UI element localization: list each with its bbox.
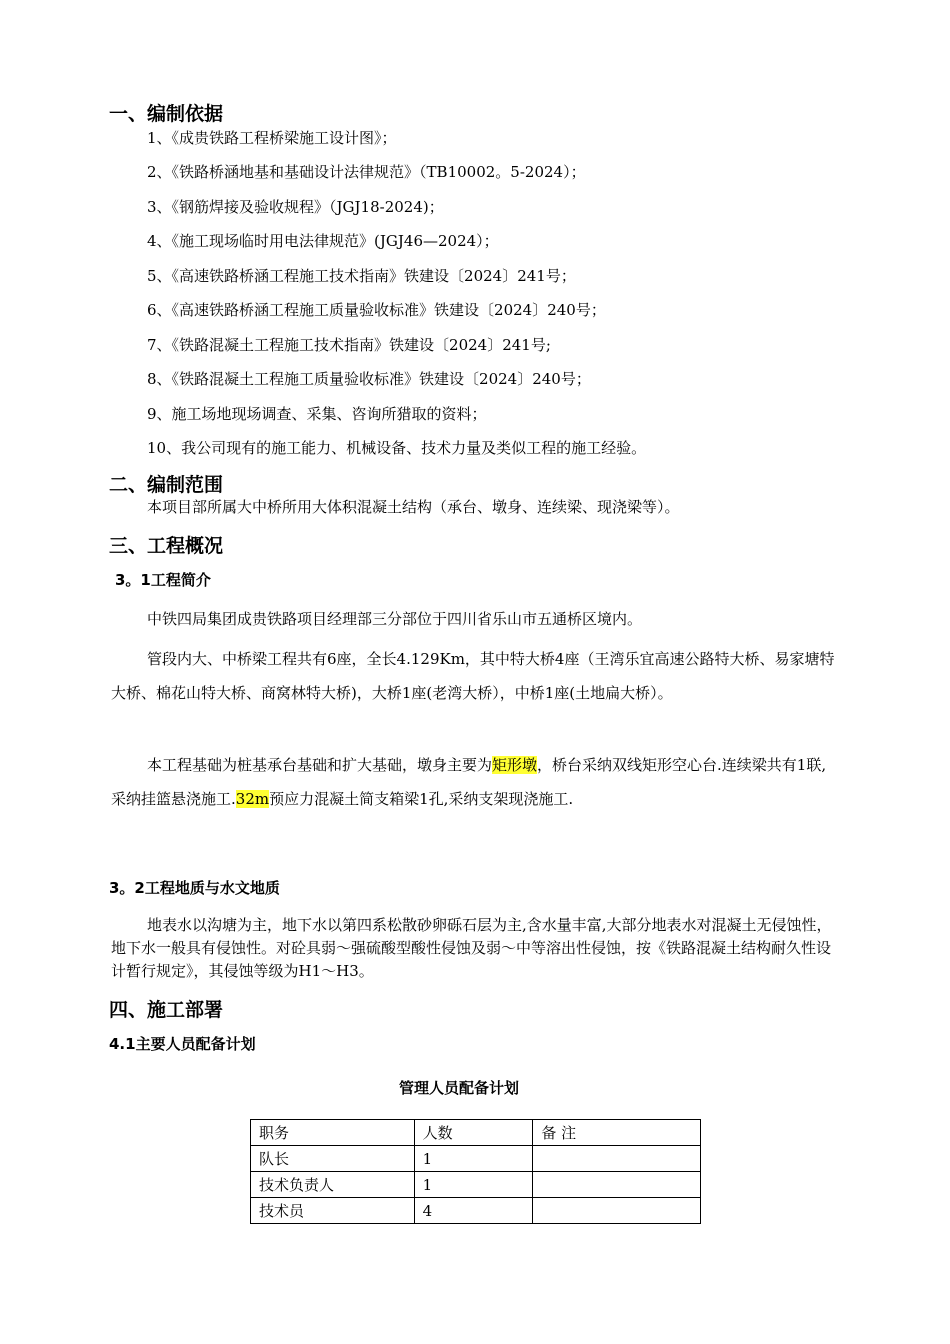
reference-item-1: 1、《成贵铁路工程桥梁施工设计图》； <box>147 129 397 147</box>
cell-count: 1 <box>414 1146 533 1172</box>
overview-paragraph-3 <box>111 748 841 816</box>
subsection-4-1-title: 4.1主要人员配备计划 <box>109 1035 256 1053</box>
geology-paragraph: 地表水以沟塘为主，地下水以第四系松散砂卵砾石层为主,含水量丰富,大部分地表水对混凝土无侵蚀性，地下水一般具有侵蚀性。对砼具弱～强硫酸型酸性侵蚀及弱～中等溶出性侵蚀，按《铁路混凝土结构耐久性设计暂行规定》，其侵蚀等级为H1～H3。 <box>111 916 832 980</box>
reference-item-9: 9、施工场地现场调查、采集、咨询所猎取的资料； <box>147 405 487 423</box>
cell-position: 技术员 <box>251 1198 415 1224</box>
table-title: 管理人员配备计划 <box>399 1079 520 1097</box>
table-row <box>251 1172 701 1198</box>
section1-title: 一、编制依据 <box>109 103 224 125</box>
header-cell-remarks: 备 注 <box>533 1120 701 1146</box>
highlight-32m: 32m <box>235 790 270 808</box>
reference-item-2: 2、《铁路桥涵地基和基础设计法律规范》（TB10002。5-2024）； <box>147 163 586 181</box>
reference-item-6: 6、《高速铁路桥涵工程施工质量验收标准》铁建设〔2024〕240号； <box>147 301 606 319</box>
highlight-rect-pier: 矩形墩 <box>492 756 538 774</box>
cell-remarks <box>533 1146 701 1172</box>
cell-position: 技术负责人 <box>251 1172 415 1198</box>
cell-count: 4 <box>414 1198 533 1224</box>
overview-p3-part-c: 预应力混凝土简支箱梁1孔,采纳支架现浇施工. <box>269 790 574 808</box>
table-row <box>251 1146 701 1172</box>
reference-item-3: 3、《钢筋焊接及验收规程》（JGJ18-2024)； <box>147 198 444 216</box>
reference-item-8: 8、《铁路混凝土工程施工质量验收标准》铁建设〔2024〕240号； <box>147 370 591 388</box>
overview-p3-part-a: 本工程基础为桩基承台基础和扩大基础，墩身主要为 <box>147 756 493 774</box>
staff-table <box>250 1119 701 1224</box>
scope-text: 本项目部所属大中桥所用大体积混凝土结构（承台、墩身、连续梁、现浇梁等）。 <box>147 498 680 516</box>
cell-count: 1 <box>414 1172 533 1198</box>
subsection-3-1-title: 3。1工程简介 <box>115 571 211 589</box>
section2-title: 二、编制范围 <box>109 474 224 496</box>
overview-p3-part-b: ，桥台采纳双线矩形空心台.连续梁共有1联,采纳挂篮悬浇施工. <box>111 756 827 808</box>
reference-item-10: 10、我公司现有的施工能力、机械设备、技术力量及类似工程的施工经验。 <box>147 439 647 457</box>
reference-item-5: 5、《高速铁路桥涵工程施工技术指南》铁建设〔2024〕241号； <box>147 267 576 285</box>
cell-remarks <box>533 1172 701 1198</box>
table-header-row <box>251 1120 701 1146</box>
subsection-3-2-title: 3。2工程地质与水文地质 <box>109 879 280 897</box>
section4-title: 四、施工部署 <box>109 999 224 1021</box>
overview-paragraph-2: 管段内大、中桥梁工程共有6座，全长4.129Km，其中特大桥4座（王湾乐宜高速公路特大桥、易家塘特大桥、棉花山特大桥、商窝林特大桥)，大桥1座(老湾大桥），中桥1座(土地扁大桥）。 <box>111 650 835 702</box>
table-row <box>251 1198 701 1224</box>
section3-title: 三、工程概况 <box>109 535 224 557</box>
header-cell-count: 人数 <box>414 1120 533 1146</box>
overview-paragraph-1: 中铁四局集团成贵铁路项目经理部三分部位于四川省乐山市五通桥区境内。 <box>147 610 643 628</box>
header-cell-position: 职务 <box>251 1120 415 1146</box>
reference-item-7: 7、《铁路混凝土工程施工技术指南》铁建设〔2024〕241号; <box>147 336 551 354</box>
cell-position: 队长 <box>251 1146 415 1172</box>
reference-item-4: 4、《施工现场临时用电法律规范》(JGJ46—2024）； <box>147 232 499 250</box>
cell-remarks <box>533 1198 701 1224</box>
